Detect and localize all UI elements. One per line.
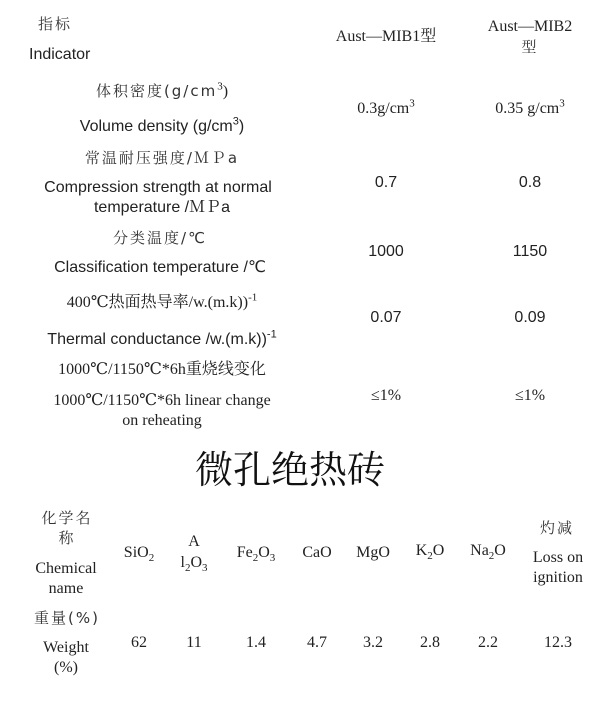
row-density-mib2: 0.35 $g/cm^3$ xyxy=(495,97,565,117)
chem-label-en-2: name xyxy=(48,580,84,597)
row-compression-mib2: 0.8 xyxy=(518,174,542,191)
row-thermal-mib1: 0.07 xyxy=(370,309,402,326)
weight-loss: 12.3 xyxy=(544,634,572,651)
weight-mgo: 3.2 xyxy=(363,634,383,651)
row-classification-zh: 分类温度/℃ xyxy=(113,229,207,247)
page-title: 微孔绝热砖 xyxy=(194,448,386,492)
weight-k2o: 2.8 xyxy=(420,634,440,651)
chem-col-al2o3-2: $l_2O_3$ xyxy=(180,554,208,575)
header-indicator-zh: 指标 xyxy=(38,15,73,33)
weight-na2o: 2.2 xyxy=(478,634,498,651)
chem-col-na2o: $Na_2O$ xyxy=(470,542,506,563)
weight-label-zh: 重量(%) xyxy=(34,609,100,627)
row-compression-en-2: temperature /ＭＰa xyxy=(93,199,231,216)
row-linear-mib2: ≤1% xyxy=(514,387,546,404)
weight-al2o3: 11 xyxy=(186,634,202,651)
chem-col-mgo: MgO xyxy=(356,544,390,561)
row-linear-zh: 1000℃/1150℃*6h重烧线变化 xyxy=(58,361,266,378)
chem-col-k2o: $K_2O$ xyxy=(415,542,445,563)
row-thermal-en: Thermal conductance /w.(m.k))$^{-1}$ xyxy=(47,328,277,348)
row-classification-en: Classification temperature /℃ xyxy=(54,259,266,276)
row-linear-en-2: on reheating xyxy=(122,412,202,429)
chem-loss-en-1: Loss on xyxy=(532,549,584,566)
chem-label-zh-1: 化学名 xyxy=(41,509,93,527)
weight-label-en-1: Weight xyxy=(43,639,89,656)
row-classification-mib1: 1000 xyxy=(368,243,404,260)
row-density-mib1: $0.3g/cm^3$ xyxy=(357,97,415,117)
weight-fe2o3: 1.4 xyxy=(246,634,266,651)
row-compression-zh: 常温耐压强度/ＭＰa xyxy=(84,149,240,167)
row-linear-mib1: ≤1% xyxy=(370,387,402,404)
row-linear-en-1: 1000℃/1150℃*6h linear change xyxy=(53,392,271,409)
row-compression-mib1: 0.7 xyxy=(374,174,398,191)
weight-label-en-2: (%) xyxy=(54,659,78,676)
row-classification-mib2: 1150 xyxy=(512,243,548,260)
chem-loss-zh: 灼减 xyxy=(539,519,575,537)
chem-loss-en-2: ignition xyxy=(533,569,583,586)
row-thermal-zh: 400℃热面热导率/w.(m.k))$^{-1}$ xyxy=(66,291,258,311)
weight-cao: 4.7 xyxy=(307,634,327,651)
header-col-mib1: Aust—MIB1型 xyxy=(335,28,437,45)
header-indicator-en: Indicator xyxy=(29,46,91,63)
row-compression-en-1: Compression strength at normal xyxy=(44,179,272,196)
chem-col-al2o3-1: A xyxy=(188,533,200,550)
chem-col-cao: CaO xyxy=(302,544,332,561)
chem-label-en-1: Chemical xyxy=(35,560,97,577)
row-density-en: Volume density $(g/cm^3)$ xyxy=(79,115,245,135)
chem-col-sio2: SiO$_2$ xyxy=(123,544,155,565)
chem-col-fe2o3: $Fe_2O_3$ xyxy=(236,544,276,565)
header-col-mib2: Aust—MIB2 xyxy=(487,18,573,35)
row-density-zh: 体积密度$(g/cm^3)$ xyxy=(95,80,229,100)
row-thermal-mib2: 0.09 xyxy=(514,309,546,326)
chem-label-zh-2: 称 xyxy=(58,529,76,547)
header-col-mib2-suffix: 型 xyxy=(521,38,539,56)
weight-sio2: 62 xyxy=(131,634,147,651)
